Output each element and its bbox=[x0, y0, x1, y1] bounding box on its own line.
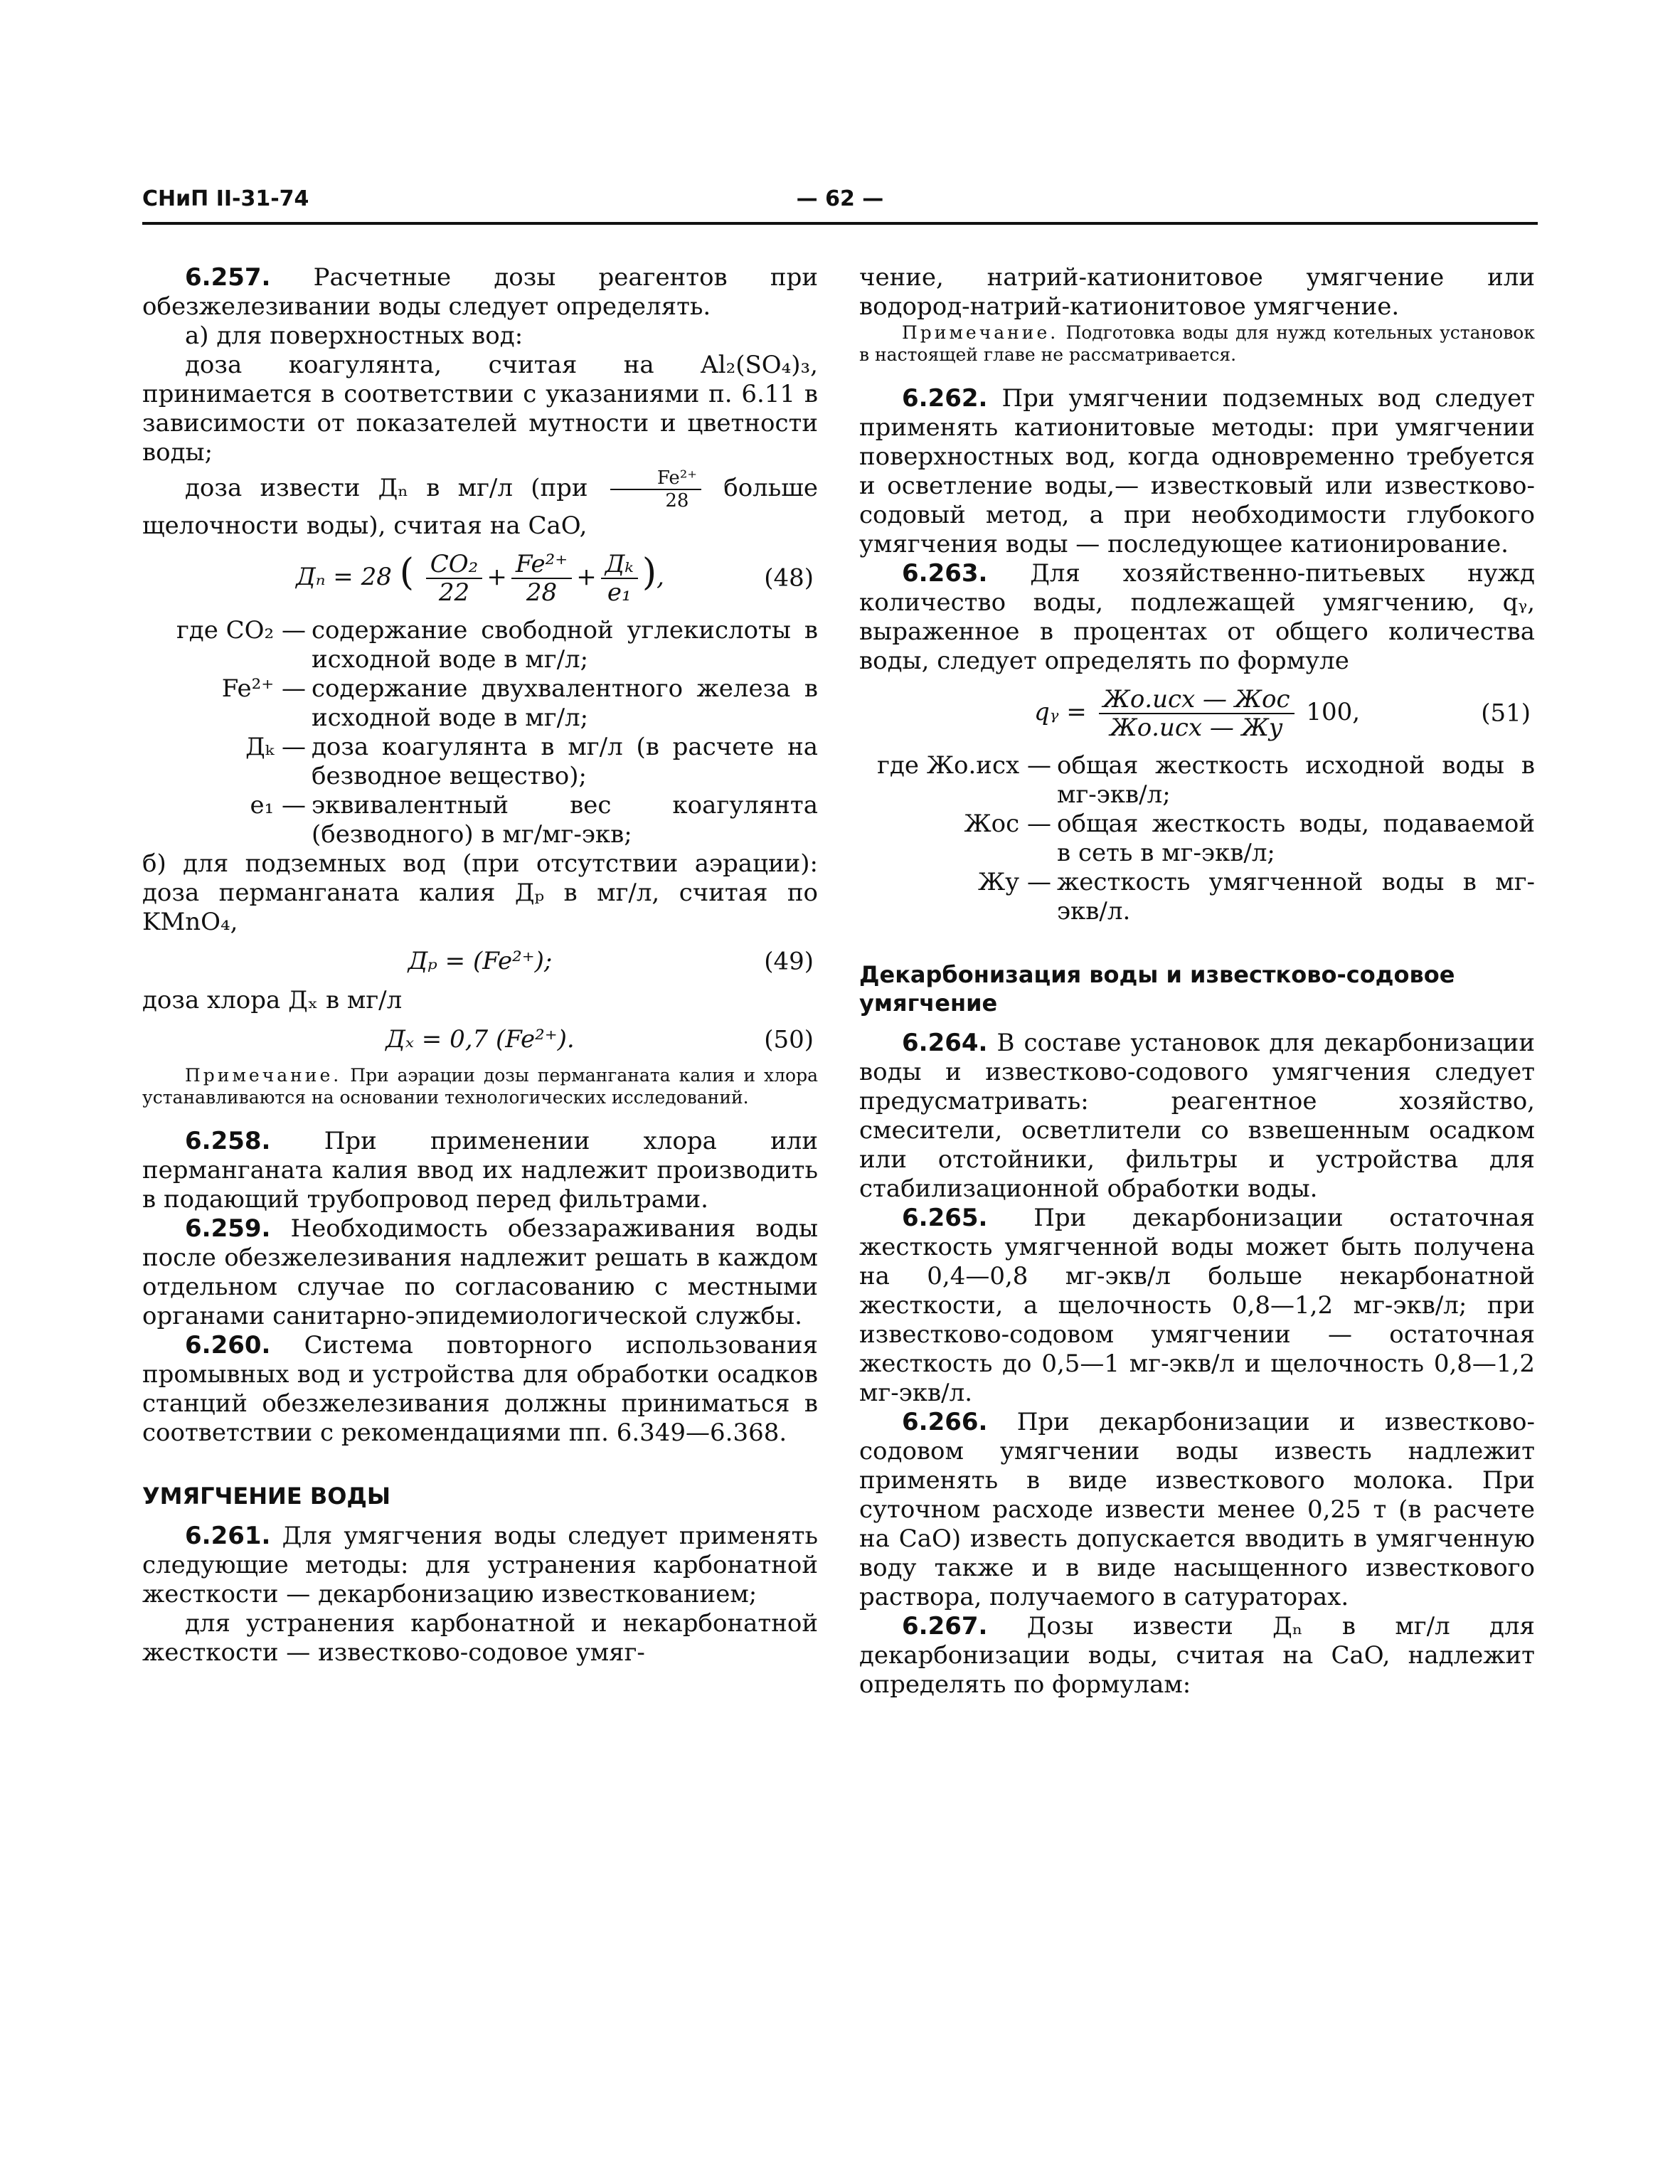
clause-number: 6.260. bbox=[185, 1331, 271, 1359]
clause-number: 6.258. bbox=[185, 1127, 271, 1155]
paragraph-6-257 bbox=[142, 263, 818, 322]
fraction bbox=[610, 467, 701, 511]
paragraph-6-260 bbox=[142, 1331, 818, 1448]
formula-rhs: 100, bbox=[1306, 698, 1361, 726]
paragraph-6-266 bbox=[859, 1408, 1535, 1612]
formula-48: Дₙ = 28 ( $\frac{\text{CO₂}}{22}$ + $\frac{\text{Fe²⁺}}{28}$ + $\frac{\text{Дₖ}}{\text{e₁}}$ ), (48) bbox=[296, 550, 814, 607]
lime-dose-post: больше щелочности воды), считая на CaO, bbox=[142, 474, 818, 540]
definition-row bbox=[859, 751, 1535, 810]
formula-50 bbox=[142, 1025, 818, 1054]
clause-number: 6.263. bbox=[902, 559, 988, 588]
clause-text: Для умягчения воды следует применять следующие методы: для устранения карбонатной жесткости — декарбонизацию известкованием; bbox=[142, 1522, 819, 1608]
fraction-bottom: 22 bbox=[438, 578, 470, 607]
fraction bbox=[1099, 686, 1294, 741]
fraction-top: Дₖ bbox=[601, 551, 638, 579]
section-title-softening: УМЯГЧЕНИЕ ВОДЫ bbox=[142, 1483, 391, 1510]
page-number: — 62 — bbox=[796, 186, 884, 211]
fraction-top: Fe²⁺ bbox=[610, 467, 701, 490]
note-1 bbox=[142, 1064, 818, 1108]
definitions-48 bbox=[142, 616, 818, 849]
formula-body: Дₚ = (Fe²⁺); bbox=[408, 947, 553, 975]
definition-symbol: где CO₂ — bbox=[176, 616, 306, 645]
fraction bbox=[426, 551, 483, 606]
clause-number: 6.264. bbox=[902, 1029, 988, 1057]
definitions-51 bbox=[859, 751, 1535, 926]
clause-text: Дозы извести Дₙ в мг/л для декарбонизации воды, считая на CaO, надлежит определять по формулам: bbox=[859, 1612, 1535, 1699]
fraction-top: CO₂ bbox=[426, 551, 483, 579]
equation-number: (49) bbox=[764, 947, 814, 975]
clause-text: Расчетные дозы реагентов при обезжелезивании воды следует определять. bbox=[142, 263, 818, 321]
definition-symbol: где Жо.исх — bbox=[877, 751, 1051, 780]
definition-text: эквивалентный вес коагулянта (безводного) в мг/мг-экв; bbox=[312, 791, 818, 849]
clause-text: При декарбонизации и известково-содовом умягчении воды известь надлежит применять в виде известкового молока. При суточном расходе извести менее 0,25 т (в расчете на CaO) известь допускается вводить в умягченную воду также и в виде насыщенного известкового раствора, получаемого в сатураторах. bbox=[859, 1408, 1535, 1611]
clause-text: В составе установок для декарбонизации воды и известково-содового умягчения следует предусматривать: реагентное хозяйство, смесители, осветлители со взвешенным осадком или отстойники, фильтры и устройства для стабилизационной обработки воды. bbox=[859, 1029, 1535, 1203]
clause-number: 6.266. bbox=[902, 1408, 988, 1436]
formula-49 bbox=[142, 947, 818, 976]
equation-number: (48) bbox=[764, 563, 814, 593]
clause-text: Для хозяйственно-питьевых нужд количество воды, подлежащей умягчению, qᵧ, выраженное в процентах от общего количества воды, следует определять по формуле bbox=[859, 559, 1535, 675]
definition-text: содержание двухвалентного железа в исходной воде в мг/л; bbox=[312, 674, 818, 732]
clause-text: При декарбонизации остаточная жесткость умягченной воды может быть получена на 0,4—0,8 мг-экв/л больше некарбонатной жесткости, а щелочность 0,8—1,2 мг-экв/л; при известково-содовом умягчении — остаточная жесткость до 0,5—1 мг-экв/л и щелочность 0,8—1,2 мг-экв/л. bbox=[859, 1204, 1536, 1407]
definition-row bbox=[142, 616, 818, 674]
definition-text: жесткость умягченной воды в мг-экв/л. bbox=[1057, 868, 1535, 926]
note-label: Примечание. bbox=[185, 1065, 342, 1086]
formula-lhs: qᵧ = bbox=[1033, 698, 1087, 726]
fraction-top: Fe²⁺ bbox=[511, 551, 572, 579]
paragraph-6-262 bbox=[859, 384, 1535, 559]
item-a: а) для поверхностных вод: bbox=[185, 322, 523, 350]
paragraph-6-258 bbox=[142, 1127, 818, 1214]
clause-number: 6.262. bbox=[902, 384, 988, 413]
definition-symbol: Дₖ — bbox=[245, 733, 306, 761]
equation-number: (50) bbox=[764, 1025, 814, 1054]
fraction-bottom: 28 bbox=[526, 578, 558, 607]
definition-text: общая жесткость исходной воды в мг-экв/л; bbox=[1057, 751, 1535, 809]
clause-text: При применении хлора или перманганата калия ввод их надлежит производить в подающий трубопровод перед фильтрами. bbox=[142, 1127, 819, 1214]
coagulant-dose-text: доза коагулянта, считая на Al₂(SO₄)₃, принимается в соответствии с указаниями п. 6.11 в зависимости от показателей мутности и цветности воды; bbox=[142, 351, 818, 467]
equation-number: (51) bbox=[1481, 699, 1531, 728]
paragraph-6-259 bbox=[142, 1214, 818, 1331]
fraction-top: Жо.исх — Жос bbox=[1099, 686, 1294, 714]
clause-number: 6.265. bbox=[902, 1204, 988, 1232]
fraction bbox=[601, 551, 638, 606]
definition-symbol: e₁ — bbox=[250, 791, 306, 820]
clause-text: При умягчении подземных вод следует применять катионитовые методы: при умягчении поверхностных вод, когда одновременно требуется и осветление воды,— известковый или известково-содовый метод, а при необходимости глубокого умягчения воды — последующее катионирование. bbox=[859, 384, 1535, 558]
paragraph-6-265 bbox=[859, 1204, 1535, 1408]
definition-row bbox=[142, 791, 818, 849]
clause-number: 6.267. bbox=[902, 1612, 988, 1640]
lime-dose-text bbox=[142, 467, 818, 541]
chlorine-dose-text: доза хлора Дₓ в мг/л bbox=[142, 986, 403, 1014]
definition-text: общая жесткость воды, подаваемой в сеть в мг-экв/л; bbox=[1057, 810, 1535, 867]
clause-text: Система повторного использования промывных вод и устройства для обработки осадков станций обезжелезивания должны приниматься в соответствии с рекомендациями пп. 6.349—6.368. bbox=[142, 1331, 819, 1447]
definition-row bbox=[859, 868, 1535, 926]
continued-text: чение, натрий-катионитовое умягчение или водород-натрий-катионитовое умягчение. bbox=[859, 263, 1535, 321]
left-column bbox=[142, 263, 818, 1668]
note-label: Примечание. bbox=[902, 322, 1059, 343]
fraction bbox=[511, 551, 572, 606]
definition-row bbox=[859, 810, 1535, 868]
fraction-bottom: e₁ bbox=[607, 578, 632, 607]
page-header bbox=[142, 186, 1538, 222]
formula-51 bbox=[859, 686, 1535, 741]
note-2 bbox=[859, 322, 1535, 366]
item-b: б) для подземных вод (при отсутствии аэрации): доза перманганата калия Дₚ в мг/л, считая по KMnO₄, bbox=[142, 849, 818, 936]
definition-symbol: Fe²⁺ — bbox=[221, 674, 306, 703]
lime-dose-pre: доза извести Дₙ в мг/л (при bbox=[185, 474, 588, 502]
formula-lhs: Дₙ = 28 bbox=[296, 563, 392, 591]
definition-symbol: Жу — bbox=[977, 868, 1051, 896]
clause-number: 6.261. bbox=[185, 1522, 271, 1550]
definition-text: доза коагулянта в мг/л (в расчете на безводное вещество); bbox=[312, 733, 818, 790]
clause-number: 6.257. bbox=[185, 263, 271, 292]
formula-body: Дₓ = 0,7 (Fe²⁺). bbox=[386, 1025, 575, 1054]
paragraph-6-267 bbox=[859, 1612, 1535, 1700]
paragraph-6-263 bbox=[859, 559, 1535, 676]
fraction-bottom: 28 bbox=[665, 490, 689, 511]
document-code: СНиП II-31-74 bbox=[142, 186, 309, 211]
definition-row bbox=[142, 733, 818, 791]
paragraph-6-261 bbox=[142, 1522, 818, 1609]
paragraph-6-264 bbox=[859, 1029, 1535, 1204]
clause-number: 6.259. bbox=[185, 1214, 271, 1243]
definition-symbol: Жос — bbox=[964, 810, 1051, 838]
note-text: При аэрации дозы перманганата калия и хлора устанавливаются на основании технологических исследований. bbox=[142, 1065, 818, 1108]
section-title-decarbonization: Декарбонизация воды и известково-содовое умягчение bbox=[859, 961, 1455, 1017]
right-column bbox=[859, 263, 1535, 1700]
clause-text: Необходимость обеззараживания воды после обезжелезивания надлежит решать в каждом отдельном случае по согласованию с местными органами санитарно-эпидемиологической службы. bbox=[142, 1214, 819, 1330]
definition-row bbox=[142, 674, 818, 733]
paragraph-6-261-continued: для устранения карбонатной и некарбонатной жесткости — известково-содовое умяг- bbox=[142, 1609, 818, 1667]
header-rule bbox=[142, 222, 1538, 225]
note-text: Подготовка воды для нужд котельных установок в настоящей главе не рассматривается. bbox=[859, 322, 1535, 365]
fraction-bottom: Жо.исх — Жу bbox=[1110, 714, 1283, 742]
definition-text: содержание свободной углекислоты в исходной воде в мг/л; bbox=[312, 616, 818, 674]
